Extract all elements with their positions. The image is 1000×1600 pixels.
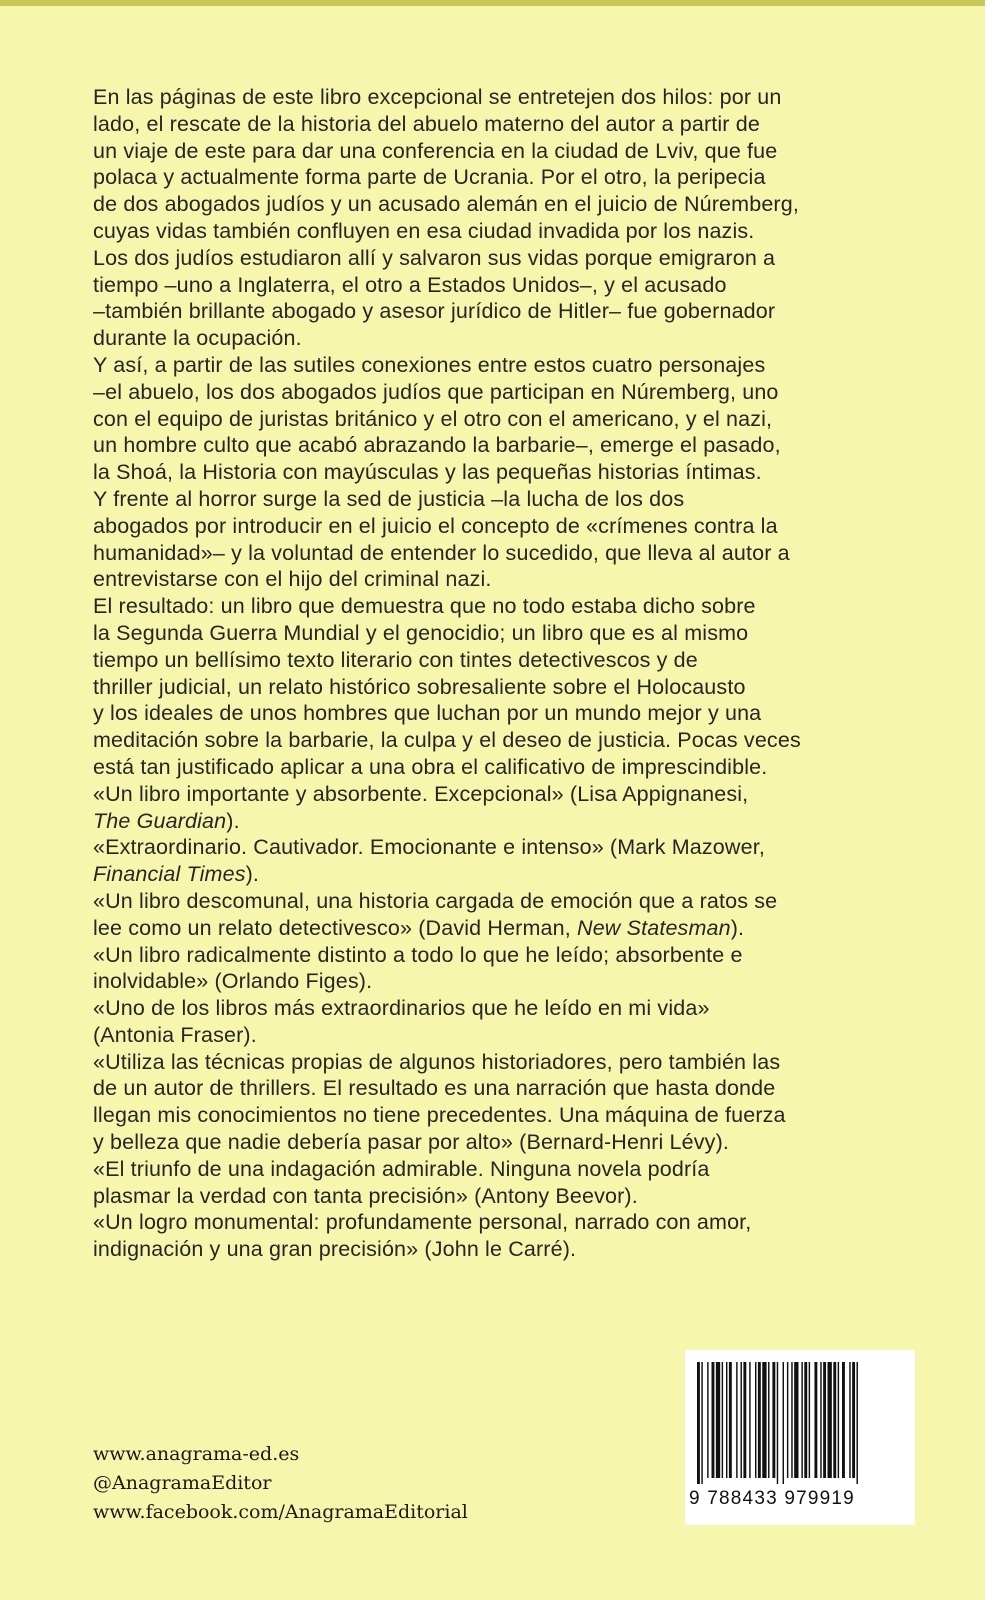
text-line: humanidad»– y la voluntad de entender lo sucedido, que lleva al autor a: [93, 540, 790, 565]
text-line: un viaje de este para dar una conferencia en la ciudad de Lviv, que fue: [93, 138, 778, 163]
publisher-links: [93, 1440, 468, 1527]
text-line: lado, el rescate de la historia del abuelo materno del autor a partir de: [93, 111, 760, 136]
barcode-bar: [722, 1362, 723, 1478]
barcode-bar: [791, 1362, 792, 1478]
text-line: indignación y una gran precisión» (John le Carré).: [93, 1237, 577, 1262]
barcode-bar: [804, 1362, 807, 1478]
text-line: llegan mis conocimientos no tiene precedentes. Una máquina de fuerza: [93, 1103, 786, 1128]
barcode-bar: [838, 1362, 839, 1478]
synopsis-paragraph: [93, 593, 893, 781]
synopsis-and-reviews: [93, 84, 893, 1263]
text-line: de dos abogados judíos y un acusado alemán en el juicio de Núremberg,: [93, 192, 799, 217]
review-quote: [93, 1209, 893, 1263]
barcode-bar: [842, 1362, 845, 1478]
synopsis-paragraph: [93, 486, 893, 593]
facebook-link[interactable]: www.facebook.com/AnagramaEditorial: [93, 1501, 468, 1523]
barcode-bar: [814, 1362, 817, 1478]
quote-source-lead: lee como un relato detectivesco» (David Herman,: [93, 915, 578, 940]
quote-source-tail: ).: [226, 808, 240, 833]
text-line: entrevistarse con el hijo del criminal nazi.: [93, 567, 492, 592]
barcode-bar: [729, 1362, 732, 1478]
barcode-bar: [852, 1362, 855, 1478]
review-quote: [93, 995, 893, 1049]
text-line: la Shoá, la Historia con mayúsculas y las pequeñas historias íntimas.: [93, 460, 762, 485]
text-line: meditación sobre la barbarie, la culpa y el deseo de justicia. Pocas veces: [93, 728, 801, 753]
text-line: «Uno de los libros más extraordinarios que he leído en mi vida»: [93, 996, 710, 1021]
barcode-bar: [758, 1362, 761, 1478]
text-line: [93, 861, 893, 888]
website-link[interactable]: www.anagrama-ed.es: [93, 1443, 300, 1465]
text-line: [93, 808, 893, 835]
publication-name: New Statesman: [577, 915, 731, 940]
isbn-digits: 9 788433 979919: [689, 1488, 855, 1509]
text-line: Y frente al horror surge la sed de justicia –la lucha de los dos: [93, 486, 685, 511]
text-line: está tan justificado aplicar a una obra el calificativo de imprescindible.: [93, 754, 768, 779]
text-line: y los ideales de unos hombres que luchan por un mundo mejor y una: [93, 701, 762, 726]
barcode-bar: [820, 1362, 821, 1478]
isbn-barcode: [685, 1350, 915, 1525]
text-line: «Un libro importante y absorbente. Excepcional» (Lisa Appignanesi,: [93, 781, 749, 806]
text-line: cuyas vidas también confluyen en esa ciudad invadida por los nazis.: [93, 218, 755, 243]
text-line: inolvidable» (Orlando Figes).: [93, 969, 373, 994]
text-line: [93, 915, 893, 942]
text-line: Y así, a partir de las sutiles conexiones entre estos cuatro personajes: [93, 352, 766, 377]
barcode-bar: [787, 1362, 788, 1478]
barcode-bar: [777, 1362, 778, 1484]
text-line: En las páginas de este libro excepcional se entretejen dos hilos: por un: [93, 85, 782, 109]
text-line: y belleza que nadie debería pasar por alto» (Bernard-Henri Lévy).: [93, 1130, 730, 1155]
text-line: tiempo un bellísimo texto literario con tintes detectivescos y de: [93, 647, 698, 672]
twitter-handle[interactable]: @AnagramaEditor: [93, 1472, 272, 1494]
quote-source-tail: ).: [245, 862, 260, 887]
review-quote: [93, 1049, 893, 1156]
review-quote: [93, 834, 893, 888]
publication-name: Financial Times: [93, 862, 246, 887]
text-line: plasmar la verdad con tanta precisión» (Antony Beevor).: [93, 1183, 638, 1208]
barcode-bar: [701, 1362, 702, 1484]
barcode-bar: [794, 1362, 798, 1478]
barcode-bar: [823, 1362, 826, 1478]
synopsis-paragraph: [93, 84, 893, 352]
text-line: –el abuelo, los dos abogados judíos que participan en Núremberg, uno: [93, 379, 779, 404]
text-line: thriller judicial, un relato histórico sobresaliente sobre el Holocausto: [93, 674, 746, 699]
text-line: «Un logro monumental: profundamente personal, narrado con amor,: [93, 1210, 752, 1235]
text-line: «Un libro descomunal, una historia cargada de emoción que a ratos se: [93, 888, 778, 913]
text-line: (Antonia Fraser).: [93, 1022, 257, 1047]
barcode-bar: [707, 1362, 708, 1478]
text-line: «Extraordinario. Cautivador. Emocionante e intenso» (Mark Mazower,: [93, 835, 765, 860]
barcode-bar: [736, 1362, 737, 1478]
text-line: abogados por introducir en el juicio el concepto de «crímenes contra la: [93, 513, 778, 538]
barcode-bar: [762, 1362, 766, 1478]
text-line: de un autor de thrillers. El resultado es una narración que hasta donde: [93, 1076, 776, 1101]
barcode-bars: [695, 1362, 905, 1484]
barcode-bar: [849, 1362, 850, 1478]
text-line: polaca y actualmente forma parte de Ucrania. Por el otro, la peripecia: [93, 165, 766, 190]
text-line: El resultado: un libro que demuestra que no todo estaba dicho sobre: [93, 594, 756, 619]
barcode-bar: [857, 1362, 858, 1484]
barcode-bar: [749, 1362, 750, 1478]
publication-name: The Guardian: [93, 808, 227, 833]
review-quote: [93, 888, 893, 942]
barcode-bar: [712, 1362, 715, 1478]
barcode-bar: [726, 1362, 727, 1478]
barcode-bar: [755, 1362, 756, 1478]
text-line: «Utiliza las técnicas propias de algunos historiadores, pero también las: [93, 1049, 781, 1074]
text-line: Los dos judíos estudiaron allí y salvaron sus vidas porque emigraron a: [93, 245, 776, 270]
barcode-bar: [772, 1362, 775, 1478]
barcode-bar: [768, 1362, 769, 1478]
text-line: «Un libro radicalmente distinto a todo lo que he leído; absorbente e: [93, 942, 743, 967]
text-line: un hombre culto que acabó abrazando la barbarie–, emerge el pasado,: [93, 433, 781, 458]
text-line: la Segunda Guerra Mundial y el genocidio; un libro que es al mismo: [93, 620, 749, 645]
barcode-bar: [809, 1362, 810, 1478]
barcode-bar: [828, 1362, 832, 1478]
review-quote: [93, 942, 893, 996]
synopsis-paragraph: [93, 352, 893, 486]
text-line: tiempo –uno a Inglaterra, el otro a Estados Unidos–, y el acusado: [93, 272, 727, 297]
quote-source-tail: ).: [730, 915, 745, 940]
page-margin: [985, 0, 1000, 1600]
barcode-bar: [801, 1362, 802, 1478]
barcode-bar: [697, 1362, 700, 1484]
barcode-bar: [741, 1362, 742, 1478]
barcode-bar: [716, 1362, 720, 1478]
text-line: –también brillante abogado y asesor jurídico de Hitler– fue gobernador: [93, 299, 776, 324]
text-line: durante la ocupación.: [93, 326, 302, 351]
review-quote: [93, 781, 893, 835]
top-edge-band: [0, 0, 985, 6]
review-quote: [93, 1156, 893, 1210]
text-line: con el equipo de juristas británico y el otro con el americano, y el nazi,: [93, 406, 773, 431]
text-line: «El triunfo de una indagación admirable. Ninguna novela podría: [93, 1156, 710, 1181]
barcode-bar: [833, 1362, 836, 1478]
barcode-bar: [783, 1362, 784, 1484]
barcode-bar: [743, 1362, 746, 1478]
